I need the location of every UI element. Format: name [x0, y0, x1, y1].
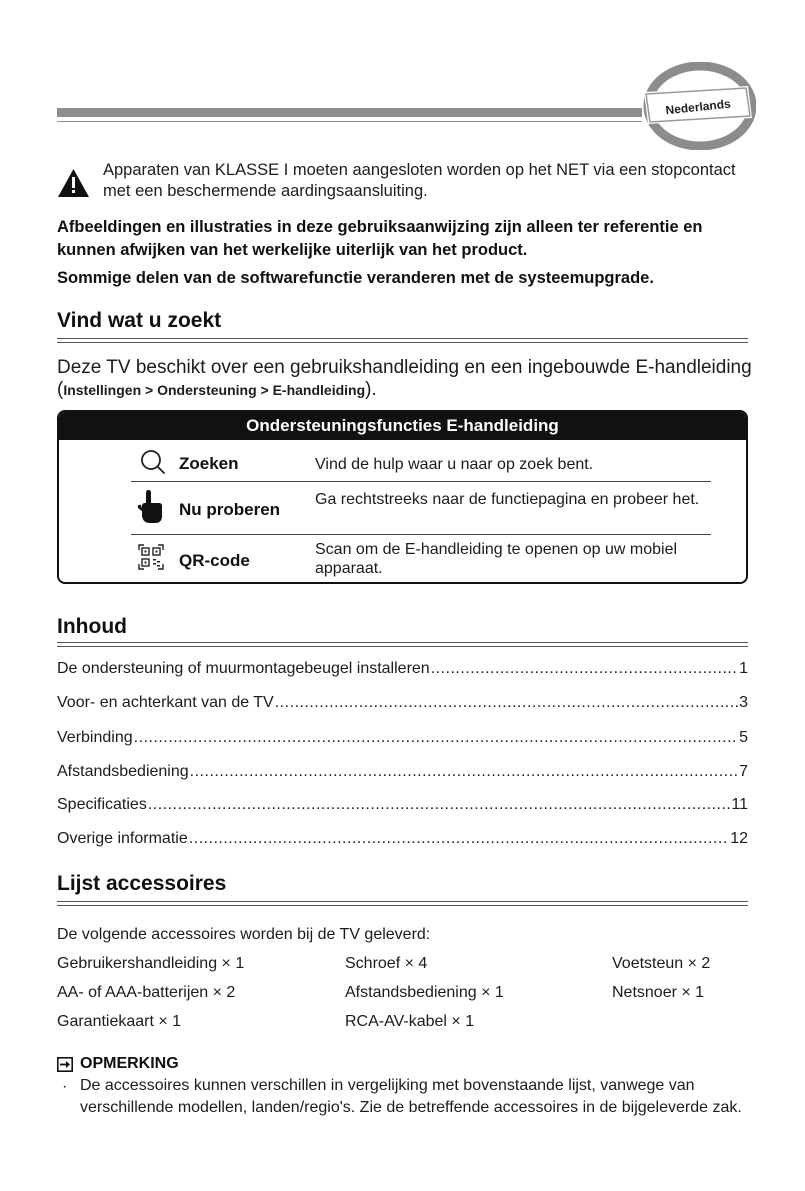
find-intro-text: Deze TV beschikt over een gebruikshandleiding en een ingebouwde E-handleiding ( — [57, 357, 752, 400]
toc-item-page: 12 — [730, 830, 748, 847]
toc-item[interactable] — [57, 830, 748, 848]
toc-item-page: 5 — [739, 729, 748, 746]
toc-leader-dots — [431, 660, 738, 678]
find-section-rule-2 — [57, 342, 748, 343]
accessory-item: RCA-AV-kabel × 1 — [345, 1013, 475, 1030]
toc-item-page: 7 — [739, 763, 748, 780]
support-row-divider — [131, 534, 711, 535]
disclaimer-reference: Afbeeldingen en illustraties in deze gebruiksaanwijzing zijn alleen ter referentie en kunnen afwijken van het werkelijke uiterlijk van het product. — [57, 218, 703, 259]
support-row-name: QR-code — [179, 551, 250, 570]
toc-section-rule-2 — [57, 646, 748, 647]
accessory-item: AA- of AAA-batterijen × 2 — [57, 984, 236, 1001]
find-intro-end: ). — [365, 379, 377, 400]
disclaimer-upgrade: Sommige delen van de softwarefunctie veranderen met de systeemupgrade. — [57, 269, 654, 287]
toc-leader-dots — [189, 830, 729, 848]
toc-item[interactable] — [57, 729, 748, 747]
accessory-item: Netsnoer × 1 — [612, 984, 705, 1001]
toc-item-label: Afstandsbediening — [57, 763, 189, 780]
note-arrow-icon — [57, 1057, 73, 1072]
support-row-desc: Ga rechtstreeks naar de functiepagina en probeer het. — [315, 491, 700, 508]
note-title: OPMERKING — [80, 1055, 179, 1072]
toc-leader-dots — [134, 729, 738, 747]
search-icon — [131, 444, 171, 484]
language-badge — [640, 62, 756, 150]
accessories-section-rule-2 — [57, 905, 748, 906]
toc-item-label: Voor- en achterkant van de TV — [57, 694, 274, 711]
find-intro — [57, 357, 757, 401]
toc-leader-dots — [148, 796, 731, 814]
note-bullet: · — [62, 1078, 68, 1095]
support-row-divider — [131, 481, 711, 482]
accessory-item: Voetsteun × 2 — [612, 955, 711, 972]
support-row-name: Zoeken — [179, 454, 239, 473]
toc-item-label: Specificaties — [57, 796, 147, 813]
note-text: De accessoires kunnen verschillen in vergelijking met bovenstaande lijst, vanwege van verschillende modellen, landen/regio's. Zie de betreffende accessoires in de bijgeleverde zak. — [80, 1077, 742, 1116]
toc-leader-dots — [275, 694, 738, 712]
toc-item-label: Verbinding — [57, 729, 133, 746]
language-badge-graphic — [640, 62, 756, 150]
find-section-title: Vind wat u zoekt — [57, 309, 222, 332]
toc-item[interactable] — [57, 763, 748, 781]
support-functions-title: Ondersteuningsfuncties E-handleiding — [59, 412, 746, 440]
header-bar — [57, 108, 642, 117]
toc-leader-dots — [190, 763, 738, 781]
toc-section-title: Inhoud — [57, 615, 127, 638]
toc-item[interactable] — [57, 694, 748, 712]
warning-triangle-icon — [57, 168, 90, 198]
accessories-intro: De volgende accessoires worden bij de TV geleverd: — [57, 926, 431, 943]
accessory-item: Gebruikershandleiding × 1 — [57, 955, 245, 972]
accessory-item: Garantiekaart × 1 — [57, 1013, 182, 1030]
support-row-desc: Vind de hulp waar u naar op zoek bent. — [315, 456, 594, 473]
support-row-name: Nu proberen — [179, 500, 281, 519]
toc-item-page: 1 — [739, 660, 748, 677]
toc-section-rule — [57, 642, 748, 643]
find-intro-path: Instellingen > Ondersteuning > E-handleiding — [63, 382, 366, 398]
language-label: Nederlands — [664, 96, 732, 118]
toc-item[interactable] — [57, 660, 748, 678]
warning-text: Apparaten van KLASSE I moeten aangesloten worden op het NET via een stopcontact met een beschermende aardingsaansluiting. — [103, 161, 736, 200]
accessory-item: Afstandsbediening × 1 — [345, 984, 504, 1001]
support-functions-box — [57, 410, 748, 584]
toc-item-label: Overige informatie — [57, 830, 188, 847]
toc-item-page: 3 — [739, 694, 748, 711]
header-rule — [57, 121, 642, 122]
toc-item[interactable] — [57, 796, 748, 814]
toc-item-label: De ondersteuning of muurmontagebeugel installeren — [57, 660, 430, 677]
find-section-rule — [57, 338, 748, 339]
support-row-desc: Scan om de E-handleiding te openen op uw mobiel apparaat. — [315, 541, 678, 577]
accessories-section-rule — [57, 901, 748, 902]
hand-pointer-icon — [131, 486, 171, 526]
accessories-section-title: Lijst accessoires — [57, 872, 227, 895]
qr-code-icon — [131, 537, 171, 577]
toc-item-page: 11 — [731, 796, 748, 813]
accessory-item: Schroef × 4 — [345, 955, 428, 972]
